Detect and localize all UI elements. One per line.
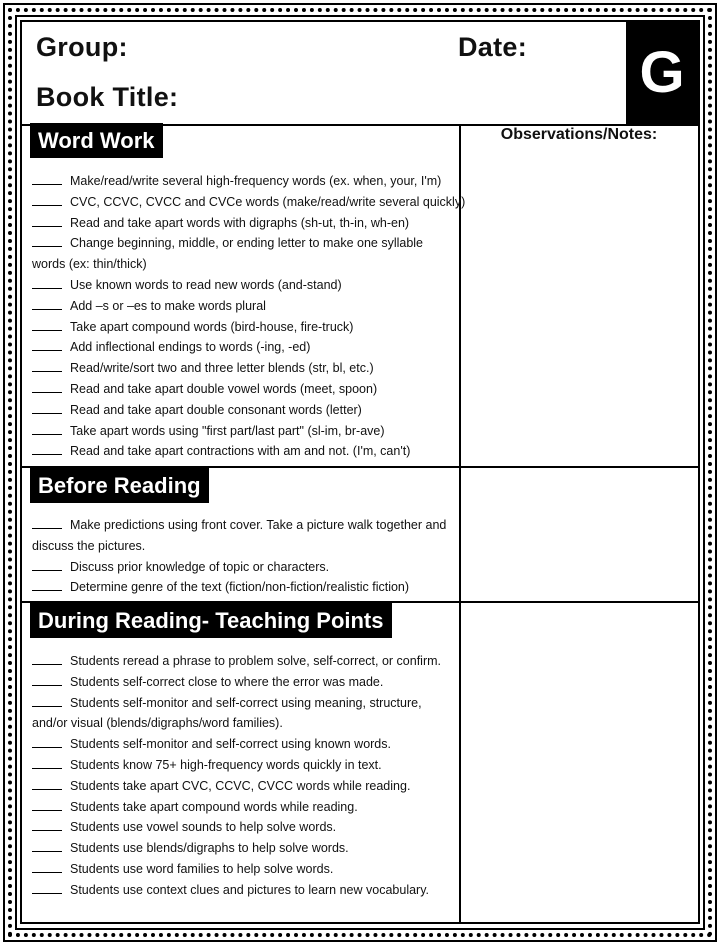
check-blank[interactable] bbox=[32, 443, 62, 455]
checklist-item: Read and take apart contractions with am and not. (I'm, can't) bbox=[32, 441, 450, 462]
check-blank[interactable] bbox=[32, 757, 62, 769]
checklist-item: Take apart words using "first part/last part" (sl-im, br-ave) bbox=[32, 421, 450, 442]
checklist-item: Students know 75+ high-frequency words quickly in text. bbox=[32, 755, 450, 776]
check-blank[interactable] bbox=[32, 840, 62, 852]
checklist-item: Students take apart CVC, CCVC, CVCC words while reading. bbox=[32, 776, 450, 797]
word-work-list bbox=[32, 171, 466, 462]
checklist-item: Students use context clues and pictures to learn new vocabulary. bbox=[32, 880, 450, 901]
check-blank[interactable] bbox=[32, 215, 62, 227]
check-blank[interactable] bbox=[32, 861, 62, 873]
checklist-item: Change beginning, middle, or ending letter to make one syllable words (ex: thin/thick) bbox=[32, 236, 424, 272]
before-reading-heading: Before Reading bbox=[30, 468, 209, 503]
word-work-heading: Word Work bbox=[30, 123, 163, 158]
reading-level-badge: G bbox=[626, 22, 698, 124]
check-blank[interactable] bbox=[32, 517, 62, 529]
checklist-item: CVC, CCVC, CVCC and CVCe words (make/read/write several quickly) bbox=[32, 192, 450, 213]
checklist-item: Students use blends/digraphs to help solve words. bbox=[32, 838, 450, 859]
checklist-item: Read and take apart double vowel words (meet, spoon) bbox=[32, 379, 450, 400]
checklist-item: Discuss prior knowledge of topic or characters. bbox=[32, 557, 450, 578]
check-blank[interactable] bbox=[32, 277, 62, 289]
checklist-item: Students use word families to help solve words. bbox=[32, 859, 450, 880]
check-blank[interactable] bbox=[32, 402, 62, 414]
during-reading-list bbox=[32, 651, 450, 901]
checklist-item: Determine genre of the text (fiction/non-fiction/realistic fiction) bbox=[32, 577, 450, 598]
check-blank[interactable] bbox=[32, 235, 62, 247]
checklist-item: Read and take apart double consonant words (letter) bbox=[32, 400, 450, 421]
check-blank[interactable] bbox=[32, 799, 62, 811]
checklist-item: Students self-monitor and self-correct using meaning, structure, and/or visual (blends/digraphs/word families). bbox=[32, 695, 422, 731]
checklist-item: Students self-monitor and self-correct using known words. bbox=[32, 734, 450, 755]
before-reading-list bbox=[32, 515, 450, 598]
check-blank[interactable] bbox=[32, 778, 62, 790]
check-blank[interactable] bbox=[32, 381, 62, 393]
check-blank[interactable] bbox=[32, 653, 62, 665]
checklist-item: Students reread a phrase to problem solve, self-correct, or confirm. bbox=[32, 651, 450, 672]
check-blank[interactable] bbox=[32, 579, 62, 591]
checklist-item: Make predictions using front cover. Take a picture walk together and discuss the pictures. bbox=[32, 518, 447, 553]
checklist-item: Make/read/write several high-frequency words (ex. when, your, I'm) bbox=[32, 171, 450, 192]
checklist-item: Use known words to read new words (and-stand) bbox=[32, 275, 450, 296]
check-blank[interactable] bbox=[32, 298, 62, 310]
date-label: Date: bbox=[458, 32, 528, 62]
checklist-item: Read and take apart words with digraphs (sh-ut, th-in, wh-en) bbox=[32, 213, 450, 234]
check-blank[interactable] bbox=[32, 194, 62, 206]
check-blank[interactable] bbox=[32, 173, 62, 185]
checklist-item: Take apart compound words (bird-house, fire-truck) bbox=[32, 317, 450, 338]
checklist-item: Students take apart compound words while reading. bbox=[32, 797, 450, 818]
checklist-item: Students self-correct close to where the error was made. bbox=[32, 672, 450, 693]
check-blank[interactable] bbox=[32, 674, 62, 686]
group-label: Group: bbox=[36, 32, 128, 62]
checklist-item: Read/write/sort two and three letter blends (str, bl, etc.) bbox=[32, 358, 450, 379]
check-blank[interactable] bbox=[32, 736, 62, 748]
during-reading-heading: During Reading- Teaching Points bbox=[30, 603, 392, 638]
checklist-item: Students use vowel sounds to help solve words. bbox=[32, 817, 450, 838]
check-blank[interactable] bbox=[32, 819, 62, 831]
book-title-label: Book Title: bbox=[36, 82, 179, 112]
check-blank[interactable] bbox=[32, 559, 62, 571]
check-blank[interactable] bbox=[32, 360, 62, 372]
column-divider bbox=[459, 124, 461, 922]
form-header bbox=[22, 22, 698, 126]
check-blank[interactable] bbox=[32, 882, 62, 894]
check-blank[interactable] bbox=[32, 319, 62, 331]
check-blank[interactable] bbox=[32, 695, 62, 707]
check-blank[interactable] bbox=[32, 423, 62, 435]
checklist-item: Add –s or –es to make words plural bbox=[32, 296, 450, 317]
guided-reading-form bbox=[20, 20, 700, 924]
checklist-item: Add inflectional endings to words (-ing, -ed) bbox=[32, 337, 450, 358]
observations-notes-label: Observations/Notes: bbox=[500, 126, 658, 143]
check-blank[interactable] bbox=[32, 339, 62, 351]
